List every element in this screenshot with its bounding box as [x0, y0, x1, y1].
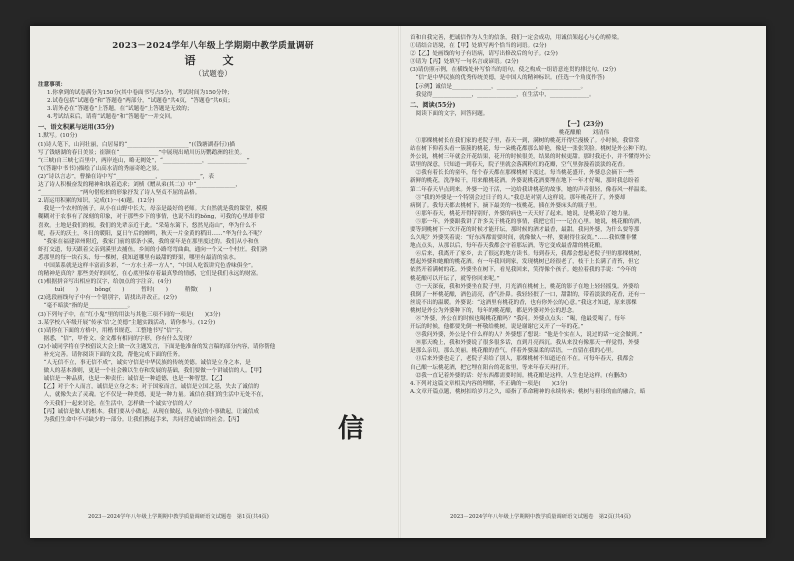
text-line: 二、阅读(55分)	[410, 101, 456, 109]
paper-type: （试题卷）	[194, 69, 232, 78]
page-footer: 2023－2024学年八年级上学期期中教学质量调研语文试题卷 第2页(共4页)	[450, 514, 631, 520]
text-line: 中国菜系就是这样丰富而多彩，“一方水土养一方人”，“中国人吃饭讲究色香味俱全”。	[38, 262, 257, 269]
text-line: 今天我们一起来讨论，在生活中，怎样做一个诚实守信的人？	[38, 400, 195, 407]
text-line: 【一】(23分)	[564, 120, 604, 128]
text-line: 开坛的时候，他都要先倒一杯敬给桃树，说是谢谢它又开了一年的花。”	[410, 324, 584, 331]
notes-list	[38, 89, 388, 121]
text-line: ⑩那天晚上，我和外婆说了很多很多话，直到月亮西沉。我从来没有像那天一样觉得，外婆	[410, 340, 640, 347]
text-line: tuì( ) bǒng( ) 暂时( ) 稍微( )	[38, 287, 212, 294]
right-page	[410, 34, 758, 524]
text-line: 3.某学校八年级开展“传承‘信’之美德”主题实践活动，请你参与。(12分)	[38, 319, 216, 326]
text-line: “人无信不立，事无信不成”，诚实守信是中华民族的传统美德。诚信是立身之本，是	[38, 360, 251, 367]
text-line: 我倒了一杯桃花酿，酒色清亮，香气扑鼻。我轻轻抿了一口，甜甜的，带着淡淡的花香，还有一	[410, 291, 645, 298]
right-body-text	[410, 34, 758, 396]
text-line: 要等到桃树下一次开花的时候才能开坛，那时候的酒才最香，最甜。我问外婆，为什么要等那	[410, 226, 640, 233]
text-line: 糊糊对于农事有了深刻的印象，对于那些乡下的事情，也说不出的bǒng，可我的心里却非常	[38, 214, 265, 221]
text-line: 写了钱塘湖的春日美景；崔颢在“______________”中展现出晴川历历鹦鹉洲的壮美。	[38, 149, 246, 156]
text-line: “______________”两句借松柏的形象抒发了诗人坚贞不屈的品格。	[38, 190, 201, 197]
text-line: 依然开着满树的花。外婆坐在树下，看见我回来，笑得像个孩子。她拉着我的手说：“今年的	[410, 267, 637, 274]
text-line: 桃花酿酿 刘清伟	[558, 129, 610, 136]
text-line: A.文章开篇点题，桃树扣给岁月之久，暗指了革命精神的永续传承；桃树与祖母的血的融合，暗	[410, 388, 646, 395]
text-line: 丝说不出的温暖。外婆说：“这酒里有桃花的香，也有你外公的心意。”我这才知道，原来那棵	[410, 299, 637, 306]
text-line: 人，就像失去了灵魂。它不仅是一种美德，更是一种力量。诚信在我们的生活中无处不在，	[38, 392, 268, 399]
text-line: 自己酿一坛桃花酒，把它埋在阳台的花盆里，等来年春天再打开。	[410, 364, 573, 371]
note-item: 2.试卷包括“试题卷”和“答题卷”两部分，“试题卷”共4页，“答题卷”共6页；	[47, 98, 234, 105]
text-line: 我是一个农村的孩子，从小在山野中长大，母亲是最好的老师。大自然就是我的课堂，模模	[38, 206, 268, 213]
text-line: 是那么亲切，那么美丽。桃花酿的香气，伴着外婆温柔的话语，一直留在我的心里。	[410, 348, 617, 355]
text-line: (1)请你在下面的方格中，用楷书规范、工整地书写“信”字。	[38, 327, 186, 334]
subject-title: 语 文	[184, 54, 242, 67]
text-line: “毫不暗淡”指的是______________。	[38, 303, 134, 310]
text-line: 2.请运用积累的知识，完成(1)～(4)题。(12分)	[38, 198, 155, 205]
text-line: (2)“诗以言志”，曹操在诗中写“______________，______________”，表	[38, 173, 214, 180]
text-line: “(三峡)自三峡七百里中，两岸连山，略无阙处”，“______________，______________”	[38, 157, 250, 164]
text-line: ①请结合语境，在【甲】处填写两个恰当的词语。(2分)	[410, 43, 547, 50]
text-line: 虾打交道，每天跟着父亲到溪里去捕鱼，乡间的小路弯弯曲曲，通向一个又一个村庄。我们熟	[38, 246, 268, 253]
section-heading: 一、语文积累与运用(35分)	[38, 124, 115, 132]
text-line: (1)根据拼音写出相应的汉字，给加点的字注音。(4分)	[38, 279, 172, 286]
text-line: ⑦一天深夜，我和外婆坐在院子里，月光洒在桃树上，桃花的影子在地上轻轻摇曳。外婆给	[410, 283, 640, 290]
text-line: 做人的基本准则，更是一个社会赖以生存和发展的基础，我们要做一个讲诚信的人。【甲】	[38, 368, 265, 375]
text-line: 首和自我完善，把诚信作为人生的信条，我们一定会成功，用诚信架起心与心的桥梁。	[410, 35, 623, 41]
text-line: ③请为【丙】处填写一句名言或谚语。(2分)	[410, 59, 519, 66]
text-line: 补充完善。请你阅读下面的文段，帮他完成下面的任务。	[38, 352, 184, 358]
calligraphy-char: 信	[338, 414, 365, 444]
exam-sheet	[30, 26, 766, 538]
text-line: “我家在福建漳州附近，我家门前的那条小溪，我的童年是在那里度过的。我们从小和鱼	[38, 238, 260, 245]
text-line: 4.下列对这篇文章相关内容的理解，不正确的一项是( )(3分)	[410, 380, 568, 387]
text-line: 诚信是一种品质，也是一种责任；诚信是一种道德，也是一种智慧。【乙】	[38, 376, 226, 383]
text-line: 第二年春天早点到来。外婆一边干活，一边给我讲桃花的故事，她的声音很轻，像春风一样温柔。	[410, 186, 651, 193]
text-line: 【乙】对于个人而言，诚信是立身之本；对于国家而言，诚信是立国之基，失去了诚信的	[38, 384, 259, 391]
text-line: 呢，春天的沃土，冬日的暖阳，夏日午后的蝉鸣，秋天一片金黄的稻田……”华为什么不呢？	[38, 230, 265, 237]
text-line: (2)选段画线句子中有一个错别字，请找出并改正。(2分)	[38, 295, 177, 302]
text-line: 病倒了。我每天都去桃树下，摘下最美的一枝桃花，插在外婆床头的瓶子里。	[410, 202, 601, 209]
text-line: 地点点头，从那以后，每年春天我都会守着那坛酒，等它变成最香甜的桃花酿。	[410, 243, 606, 250]
text-line: ⑧“外婆，外公在的时候也喝桃花酿吗？”我问。外婆点点头：“喝，他最爱喝了。每年	[410, 316, 626, 322]
page-footer: 2023－2024学年八年级上学期期中教学质量调研语文试题卷 第1页(共4页)	[88, 514, 269, 520]
left-page	[38, 34, 388, 524]
page-fold	[398, 26, 401, 538]
text-line: 为我们生命中不可缺少的一部分。让我们携起手来，共同营造诚信的社会。【丙】	[38, 416, 243, 423]
text-line: 话里的深意，只知道一到春天，院子里就会落满粉红的花瓣，空气里弥漫着淡淡的花香。	[410, 162, 629, 169]
text-line: 1.默写。(10分)	[38, 133, 78, 140]
notes-title: 注意事项：	[38, 82, 66, 88]
text-line: ⑫我一直记着外婆的话：好东西都需要时间。桃花酿是这样，人生也是这样。(有删改)	[410, 372, 627, 379]
text-line: 【示例】诚信是______________，______________，______________。	[410, 83, 587, 90]
text-line: ④那年春天，桃花开得特别好，外婆的病也一天天好了起来。她说，是桃花给了她力量。	[410, 210, 634, 217]
text-line: 达了诗人积极奋发的精神和执着追求；刘桢《赠从弟(其二)》中“______________，	[38, 182, 242, 189]
text-line: (1)诗人笔下，山河壮丽，白居易的“______________________”(《钱塘湖春行》)描	[38, 141, 236, 148]
text-line: (2)小诚同学将在学校倡议大会上做一次主题发言，下面是他准备的发言稿的部分内容，请你帮他	[38, 343, 276, 350]
text-line: ②我有着长长的童年，每个春天都在那棵桃树下度过。每当桃花盛开，外婆总会摘下一些	[410, 170, 634, 177]
text-line: 据悉，“信”，甲骨文、金文都有相同的字形，你有什么发现？	[38, 335, 195, 342]
text-line: 悉那里的每一块石头、每一棵树，我知道哪里有最甜的野果，哪里有最清的泉水。	[38, 254, 240, 261]
text-line: 【丙】诚信是做人的根本。我们要从小做起，从现在做起，从身边的小事做起，让诚信成	[38, 408, 259, 415]
text-line: 站在树下仰着头看一簇簇的桃花，每一朵桃花都那么娇艳，像是一张张笑脸。桃树是外公种下的。	[410, 146, 651, 153]
text-line: ⑤那一年，外婆跟我讲了许多关于桃花的事情，我把它们一一记在心里。她说，桃花酿的酒，	[410, 218, 645, 225]
text-line: ②【乙】处画线的句子有语病，请写出修改后的句子。(2分)	[410, 51, 558, 58]
text-line: ①那棵桃树长在我们家的老院子里，春天一到，满树的桃花开得烂漫极了。小时候，我常常	[410, 137, 640, 144]
text-line: 桃花酿可以开坛了，就等你回来呢。”	[410, 275, 500, 282]
left-body-text	[38, 132, 388, 423]
text-line: 想起外婆和她酿的桃花酒。有一年我回到家，发现桃树已经很老了，枝干上长满了青苔，但它	[410, 259, 640, 266]
text-line: “(《答谢中书书》)描绘了山高水清的秀丽奇绝之景。	[38, 165, 163, 172]
text-line: 外公说，桃树三年就会开花结果，花开的时候很美，结果的时候更甜。那时我还小，并不懂得外公	[410, 154, 651, 161]
text-line: 新鲜的桃花，洗净晾干，用来酿桃花酒。外婆说桃花酒要埋在地下一年才好喝，那时我总盼着	[410, 178, 640, 185]
text-line: 我觉得______________，______________，在生活中，______________。	[410, 91, 595, 98]
text-line: (3)请仿照示例，在横线处补写恰当的语句，使之构成一组语意连贯的排比句。(2分)	[410, 67, 617, 74]
note-item: 3.请务必在“答题卷”上答题，在“试题卷”上答题是无效的；	[47, 106, 193, 113]
text-line: ⑥后来，我离开了家乡，去了很远的地方读书。每到春天，我都会想起老院子里的那棵桃树，	[410, 251, 645, 258]
note-item: 4.考试结束后，请将“试题卷”和“答题卷”一并交回。	[47, 114, 176, 121]
text-line: “信”是中华民族的优秀传统美德，是中国人的精神标识。(任选一个角度作答)	[410, 75, 605, 82]
text-line: 喜欢。土地是我们的根，我们的先辈亲近于此。“采菊东篱下，悠然见南山”，华为什么不	[38, 222, 257, 229]
text-line: ⑪后来外婆也走了，老院子卖给了别人，那棵桃树不知道还在不在。可每年春天，我都会	[410, 356, 634, 363]
text-line: 桃树是外公为外婆种下的，每年的桃花酿，都是外婆对外公的思念。	[410, 307, 578, 314]
note-item: 1.你拿到的试卷满分为150分(其中卷面书写占5分)，考试时间为150分钟；	[47, 90, 233, 97]
text-line: 的精神是真的？那些美好的回忆，在心底里保存着最真挚的情感，它们是我们永远的财富。	[38, 271, 262, 278]
exam-header: 2023－2024学年八年级上学期期中教学质量调研	[112, 41, 314, 51]
text-line: 阅读下面的文字，回答问题。	[410, 110, 489, 117]
text-line: ③“我的外婆是一个特别会过日子的人。”我总是对别人这样说。那年桃花开了，外婆却	[410, 194, 626, 201]
text-line: (3)下列句子中，在“红小鬼”里的用法与其他三项不同的一项是( )(3分)	[38, 311, 221, 318]
text-line: 么久呢？外婆笑着说：“好东西都需要时间，就像做人一样，要耐得住寂寞。”……我似懂非懂	[410, 235, 637, 242]
text-line: ⑨我问外婆，外公是个什么样的人？外婆想了想说：“他是个实在人，说过的话一定会做到。”	[410, 332, 643, 339]
